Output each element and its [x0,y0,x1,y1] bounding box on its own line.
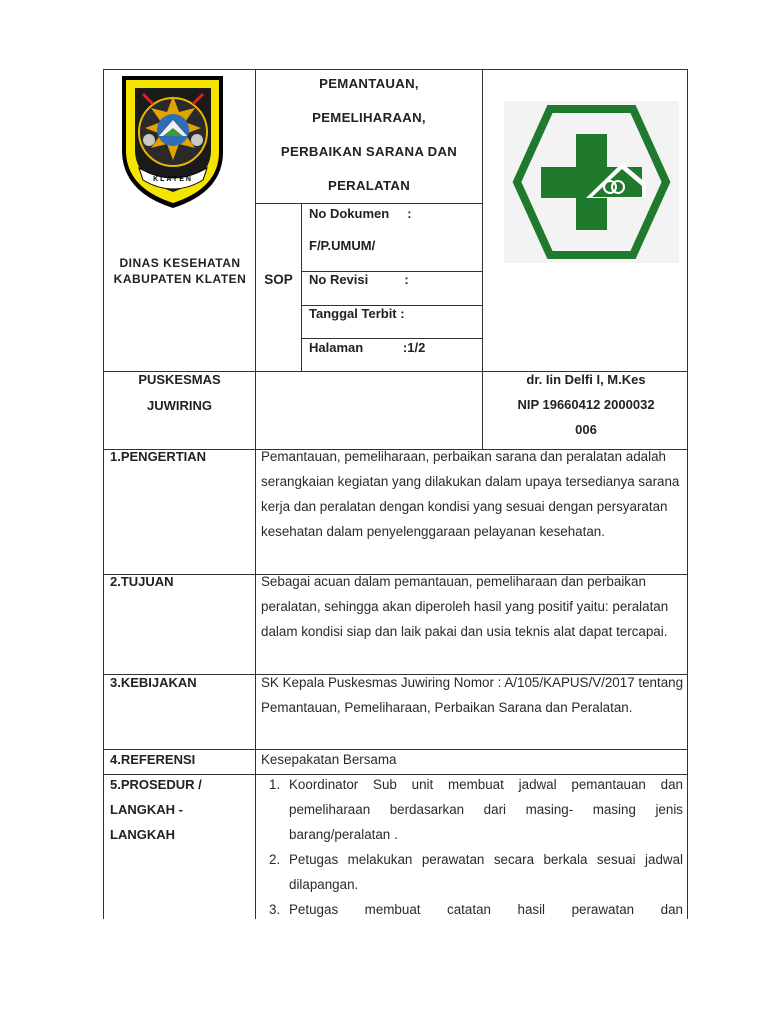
sop-document-table [103,69,688,919]
list-item [259,897,683,919]
puskesmas-logo [504,101,679,263]
signatory [483,367,688,442]
title-line: PEMELIHARAAN, [312,110,426,125]
section-label: 3.KEBIJAKAN [110,675,197,690]
puskesmas-line: JUWIRING [147,398,212,413]
procedure-label-line: 5.PROSEDUR / [110,777,202,792]
section-text: SK Kepala Puskesmas Juwiring Nomor : A/105/KAPUS/V/2017 tentang Pemantauan, Pemeliharaan, Perbaikan Sarana dan Peralatan. [261,675,684,715]
section-text: Pemantauan, pemeliharaan, perbaikan sarana dan peralatan adalah serangkaian kegiatan yang dilakukan dalam upaya tersedianya sarana kerja dan peralatan dengan kondisi yang sesuai dengan persyaratan kesehatan dalam penyelenggaraan pelayanan kesehatan. [261,449,680,539]
klaten-regency-logo [119,70,227,212]
list-item [259,772,683,847]
signatory-name: dr. Iin Delfi I, M.Kes [526,372,646,387]
step-text: Petugas membuat catatan hasil perawatan dan [289,902,683,917]
section-label: 4.REFERENSI [110,752,196,767]
section-text: Kesepakatan Bersama [261,752,397,767]
puskesmas-name [104,367,255,419]
procedure-label-line: LANGKAH [110,827,175,842]
section-text: Sebagai acuan dalam pemantauan, pemeliharaan dan perbaikan peralatan, sehingga akan diperoleh hasil yang positif yaitu: peralatan dalam kondisi siap dan laik pakai dan usia teknis alat dapat tercapai. [261,574,669,639]
procedure-steps [259,772,683,919]
logo-motto: KLATEN [153,176,193,183]
issue-date-label: Tanggal Terbit : [309,306,405,321]
step-number: 2. [269,852,281,867]
step-number: 1. [269,777,281,792]
sop-label: SOP [264,272,293,287]
procedure-label [110,772,202,847]
section-label: 1.PENGERTIAN [110,449,207,464]
revision-label: No Revisi : [309,272,409,287]
step-number: 3. [269,902,281,917]
title-line: PEMANTAUAN, [319,76,419,91]
step-text: Petugas melakukan perawatan secara berkala sesuai jadwal dilapangan. [289,852,683,892]
doc-number-value: F/P.UMUM/ [309,238,376,253]
signatory-nip: NIP 19660412 2000032 [517,397,655,412]
section-label: 2.TUJUAN [110,574,174,589]
signatory-nip-cont: 006 [575,422,597,437]
list-item [259,847,683,897]
sop-divider [301,203,302,371]
title-line: PERALATAN [327,178,411,193]
title-line: PERBAIKAN SARANA DAN [280,144,458,159]
procedure-label-line: LANGKAH - [110,802,183,817]
page-label: Halaman :1/2 [309,340,426,355]
doc-number-label: No Dokumen : [309,206,412,221]
org-name: DINAS KESEHATAN KABUPATEN KLATEN [113,256,247,286]
puskesmas-line: PUSKESMAS [138,372,221,387]
step-text: Koordinator Sub unit membuat jadwal pemantauan dan pemeliharaan berdasarkan dari masing- masing jenis barang/peralatan . [289,777,683,842]
document-title [256,69,482,203]
